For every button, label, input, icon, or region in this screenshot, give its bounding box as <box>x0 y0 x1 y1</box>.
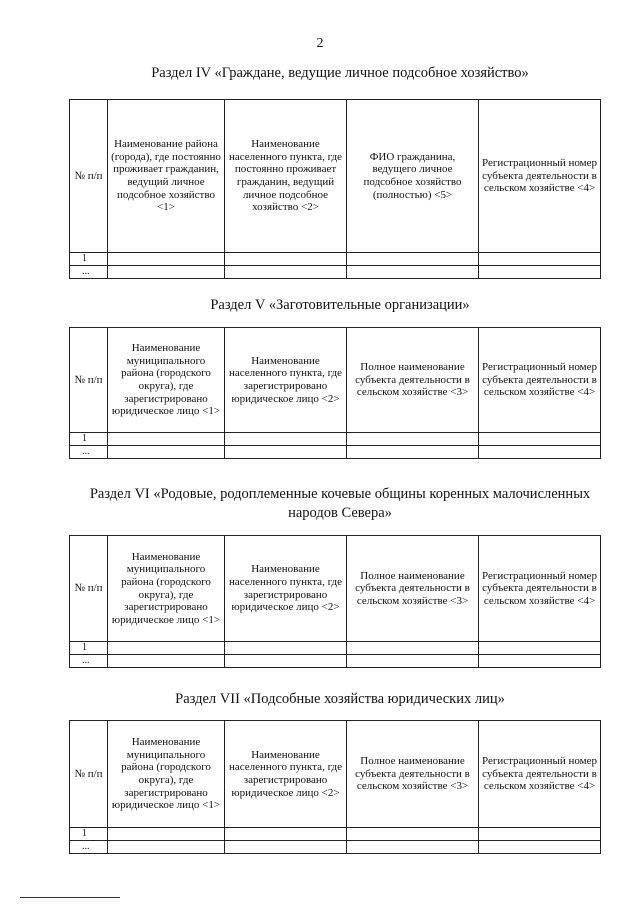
table-cell <box>225 446 347 459</box>
table-section-vi <box>69 535 601 668</box>
table-cell <box>479 253 601 266</box>
table-cell <box>108 655 225 668</box>
header-cell-settlement: Наименование населенного пункта, где зарегистрировано юридическое лицо <2> <box>225 721 347 828</box>
table-cell <box>108 828 225 841</box>
header-cell-district: Наименование муниципального района (городского округа), где зарегистрировано юридическое лицо <1> <box>108 536 225 642</box>
table-cell <box>347 266 479 279</box>
table-cell <box>347 433 479 446</box>
header-cell-name: Полное наименование субъекта деятельности в сельском хозяйстве <3> <box>347 328 479 433</box>
table-row <box>70 446 601 459</box>
row-number-cell: ... <box>70 841 108 854</box>
header-cell-district: Наименование муниципального района (городского округа), где зарегистрировано юридическое лицо <1> <box>108 328 225 433</box>
header-row <box>70 100 601 253</box>
table-cell <box>108 642 225 655</box>
table-row <box>70 433 601 446</box>
section-title-vi: Раздел VI «Родовые, родоплеменные кочевые общины коренных малочисленных народов Севера» <box>89 486 591 521</box>
table-section-v <box>69 327 601 459</box>
table-row <box>70 828 601 841</box>
table-cell <box>225 433 347 446</box>
table-cell <box>347 446 479 459</box>
header-cell-reg-number: Регистрационный номер субъекта деятельности в сельском хозяйстве <4> <box>479 536 601 642</box>
row-number-cell: 1 <box>70 642 108 655</box>
table-cell <box>225 253 347 266</box>
header-cell-number: № п/п <box>70 536 108 642</box>
header-row <box>70 721 601 828</box>
footnote-separator <box>20 897 120 898</box>
row-number-cell: ... <box>70 446 108 459</box>
header-cell-reg-number: Регистрационный номер субъекта деятельности в сельском хозяйстве <4> <box>479 100 601 253</box>
table-cell <box>225 828 347 841</box>
row-number-cell: ... <box>70 655 108 668</box>
header-cell-name: Полное наименование субъекта деятельности в сельском хозяйстве <3> <box>347 721 479 828</box>
table-cell <box>225 655 347 668</box>
section-title-vii: Раздел VII «Подсобные хозяйства юридических лиц» <box>175 691 505 707</box>
header-row <box>70 328 601 433</box>
table-cell <box>479 642 601 655</box>
header-cell-name: Полное наименование субъекта деятельности в сельском хозяйстве <3> <box>347 536 479 642</box>
row-number-cell: ... <box>70 266 108 279</box>
header-row <box>70 536 601 642</box>
table-cell <box>347 828 479 841</box>
header-cell-reg-number: Регистрационный номер субъекта деятельности в сельском хозяйстве <4> <box>479 328 601 433</box>
section-title-iv: Раздел IV «Граждане, ведущие личное подсобное хозяйство» <box>151 65 529 81</box>
table-cell <box>108 433 225 446</box>
table-row <box>70 655 601 668</box>
table-cell <box>479 433 601 446</box>
table-cell <box>108 253 225 266</box>
header-cell-number: № п/п <box>70 328 108 433</box>
table-cell <box>108 841 225 854</box>
table-cell <box>479 828 601 841</box>
row-number-cell: 1 <box>70 828 108 841</box>
table-row <box>70 841 601 854</box>
header-cell-settlement: Наименование населенного пункта, где постоянно проживает гражданин, ведущий личное подсобное хозяйство <2> <box>225 100 347 253</box>
table-section-iv <box>69 99 601 279</box>
header-cell-district: Наименование района (города), где постоянно проживает гражданин, ведущий личное подсобное хозяйство <1> <box>108 100 225 253</box>
header-cell-name: ФИО гражданина, ведущего личное подсобное хозяйство (полностью) <5> <box>347 100 479 253</box>
table-row <box>70 253 601 266</box>
header-cell-number: № п/п <box>70 100 108 253</box>
table-cell <box>347 841 479 854</box>
row-number-cell: 1 <box>70 253 108 266</box>
table-cell <box>347 253 479 266</box>
table-cell <box>479 655 601 668</box>
table-cell <box>225 266 347 279</box>
section-title-v: Раздел V «Заготовительные организации» <box>210 297 470 313</box>
header-cell-reg-number: Регистрационный номер субъекта деятельности в сельском хозяйстве <4> <box>479 721 601 828</box>
table-cell <box>479 446 601 459</box>
table-cell <box>479 266 601 279</box>
table-cell <box>225 841 347 854</box>
table-cell <box>347 655 479 668</box>
row-number-cell: 1 <box>70 433 108 446</box>
table-row <box>70 266 601 279</box>
header-cell-district: Наименование муниципального района (городского округа), где зарегистрировано юридическое лицо <1> <box>108 721 225 828</box>
table-row <box>70 642 601 655</box>
table-cell <box>347 642 479 655</box>
table-cell <box>108 266 225 279</box>
table-section-vii <box>69 720 601 854</box>
header-cell-settlement: Наименование населенного пункта, где зарегистрировано юридическое лицо <2> <box>225 328 347 433</box>
header-cell-number: № п/п <box>70 721 108 828</box>
table-cell <box>225 642 347 655</box>
header-cell-settlement: Наименование населенного пункта, где зарегистрировано юридическое лицо <2> <box>225 536 347 642</box>
table-cell <box>108 446 225 459</box>
page-number: 2 <box>316 36 324 51</box>
table-cell <box>479 841 601 854</box>
